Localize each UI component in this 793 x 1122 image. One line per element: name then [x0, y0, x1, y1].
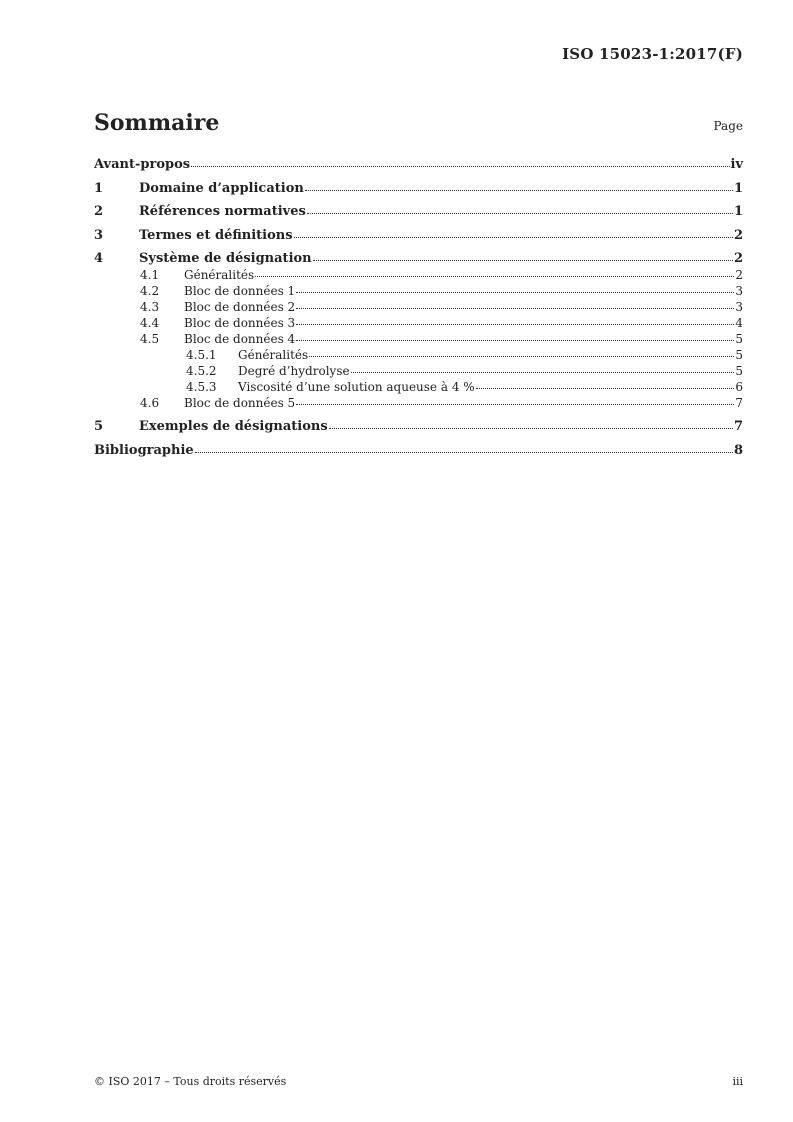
- toc-entry-2[interactable]: [94, 204, 743, 220]
- toc-entry-4-3[interactable]: [94, 299, 743, 315]
- toc-entry-page: 3: [735, 284, 743, 299]
- toc-entry-number: 4.5.3: [186, 380, 217, 395]
- toc-entry-page: 1: [733, 204, 743, 220]
- toc-entry-number: 4.5.1: [186, 348, 217, 363]
- toc-entry-number: 4.5: [140, 332, 160, 347]
- toc-entry-number: 2: [94, 204, 104, 220]
- dot-leader: [195, 452, 733, 453]
- toc-entry-title: Système de désignation: [139, 251, 312, 267]
- toc-entry-title: Exemples de désignations: [139, 418, 328, 434]
- toc-entry-number: 5: [94, 418, 104, 434]
- dot-leader: [309, 356, 734, 357]
- toc-entry-page: iv: [730, 157, 743, 172]
- dot-leader: [313, 260, 733, 261]
- toc-entry-number: 4: [94, 251, 104, 267]
- toc-entry-title: Degré d’hydrolyse: [238, 364, 350, 379]
- toc-entry-number: 4.1: [140, 268, 160, 283]
- dot-leader: [296, 404, 734, 405]
- toc-entry-4-1[interactable]: [94, 267, 743, 283]
- dot-leader: [255, 276, 734, 277]
- toc-entry-title: Bibliographie: [94, 442, 194, 458]
- toc-entry-number: 4.5.2: [186, 364, 217, 379]
- dot-leader: [476, 388, 735, 389]
- toc-entry-number: 4.2: [140, 284, 160, 299]
- toc-entry-number: 4.4: [140, 316, 160, 331]
- toc-entry-number: 1: [94, 180, 104, 196]
- toc-entry-3[interactable]: [94, 228, 743, 244]
- dot-leader: [296, 292, 734, 293]
- toc-entry-number: 3: [94, 227, 104, 243]
- document-id: ISO 15023-1:2017(F): [562, 45, 743, 63]
- toc-entry-title: Bloc de données 1: [184, 284, 296, 299]
- dot-leader: [351, 372, 735, 373]
- toc-entry-title: Termes et définitions: [139, 227, 293, 243]
- toc-entry-title: Bloc de données 2: [184, 300, 296, 315]
- page-column-label: Page: [713, 119, 743, 133]
- toc-entry-4-5-1[interactable]: [94, 347, 743, 363]
- toc-entry-page: 5: [735, 364, 743, 379]
- page-number: iii: [732, 1075, 743, 1088]
- dot-leader: [191, 166, 729, 167]
- toc-entry-title: Avant-propos: [94, 157, 191, 172]
- toc-entry-number: 4.3: [140, 300, 160, 315]
- toc-entry-page: 5: [735, 332, 743, 347]
- table-of-contents: [94, 157, 743, 466]
- toc-entry-title: Viscosité d’une solution aqueuse à 4 %: [238, 380, 475, 395]
- toc-entry-page: 8: [733, 442, 743, 458]
- dot-leader: [294, 237, 733, 238]
- dot-leader: [296, 324, 734, 325]
- toc-entry-4[interactable]: [94, 251, 743, 267]
- toc-entry-page: 4: [735, 316, 743, 331]
- dot-leader: [307, 213, 733, 214]
- toc-entry-4-6[interactable]: [94, 395, 743, 411]
- toc-entry-avant-propos[interactable]: [94, 157, 743, 173]
- toc-entry-page: 1: [733, 180, 743, 196]
- toc-entry-4-5-3[interactable]: [94, 379, 743, 395]
- toc-entry-1[interactable]: [94, 181, 743, 197]
- toc-entry-page: 5: [735, 348, 743, 363]
- toc-entry-title: Références normatives: [139, 204, 306, 220]
- copyright-notice: © ISO 2017 – Tous droits réservés: [94, 1075, 287, 1088]
- dot-leader: [296, 308, 734, 309]
- toc-entry-page: 6: [735, 380, 743, 395]
- toc-entry-number: 4.6: [140, 396, 160, 411]
- toc-entry-title: Bloc de données 4: [184, 332, 296, 347]
- toc-entry-title: Domaine d’application: [139, 180, 304, 196]
- toc-entry-page: 3: [735, 300, 743, 315]
- toc-entry-4-5-2[interactable]: [94, 363, 743, 379]
- toc-entry-page: 2: [733, 251, 743, 267]
- toc-entry-4-5[interactable]: [94, 331, 743, 347]
- toc-entry-4-2[interactable]: [94, 283, 743, 299]
- toc-entry-page: 7: [735, 396, 743, 411]
- toc-entry-page: 2: [735, 268, 743, 283]
- toc-entry-bibliographie[interactable]: [94, 443, 743, 459]
- toc-entry-5[interactable]: [94, 419, 743, 435]
- toc-entry-title: Généralités: [238, 348, 309, 363]
- toc-entry-page: 2: [733, 227, 743, 243]
- toc-title: Sommaire: [94, 110, 220, 136]
- toc-entry-4-4[interactable]: [94, 315, 743, 331]
- dot-leader: [305, 190, 733, 191]
- toc-entry-page: 7: [733, 418, 743, 434]
- toc-entry-title: Bloc de données 3: [184, 316, 296, 331]
- toc-entry-title: Généralités: [184, 268, 255, 283]
- dot-leader: [296, 340, 734, 341]
- toc-entry-title: Bloc de données 5: [184, 396, 296, 411]
- dot-leader: [329, 428, 733, 429]
